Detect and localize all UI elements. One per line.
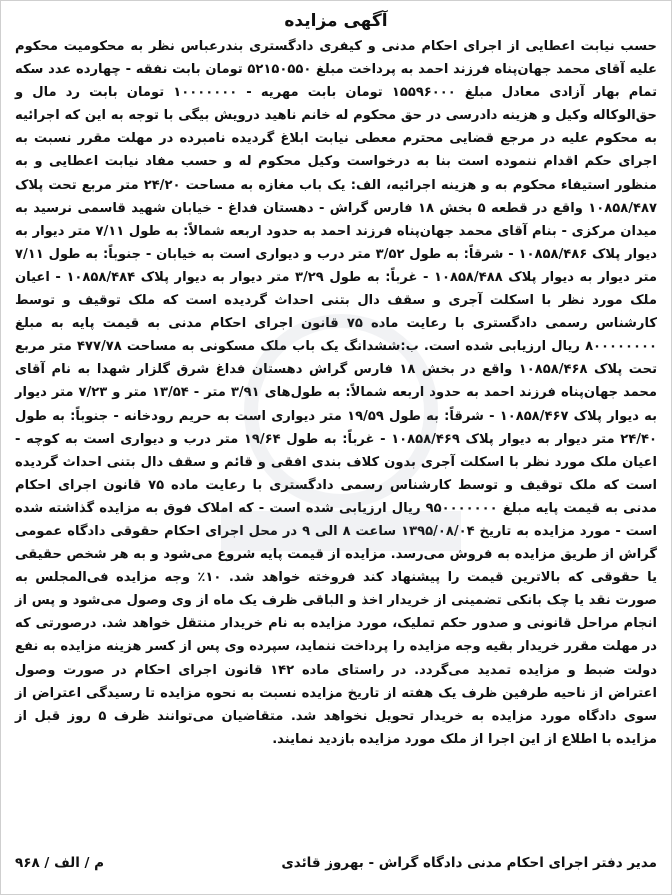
- notice-title: آگهی مزایده: [284, 11, 388, 31]
- notice-signature: مدیر دفتر اجرای احکام مدنی دادگاه گراش - بهروز قائدی: [281, 855, 657, 871]
- notice-reference: م / الف / ۹۶۸: [15, 855, 105, 871]
- notice-body: حسب نیابت اعطایی از اجرای احکام مدنی و کیفری دادگستری بندرعباس نظر به محکومیت محکوم علیه آقای محمد جهان‌پناه فرزند احمد به پرداخت مبلغ ۵۲۱۵۰۵۵۰ تومان بابت نفقه - چهارده عدد سکه تمام بهار آزادی معادل مبلغ ۱۵۵۹۶۰۰۰ تومان بابت مهریه - ۱۰۰۰۰۰۰۰ تومان بابت رد مال و حق‌الوکاله وکیل و هزینه دادرسی در حق محکوم له خانم ناهید درویش بیگی با توجه به این که اجرائیه به محکوم علیه در مرجع قضایی محترم معطی نیابت ابلاغ گردیده نامبرده در مهلت مقرر نسبت به اجرای حکم اقدام ننموده است بنا به درخواست وکیل محکوم له و حسب مفاد نیابت اعطایی و به منظور استیفاء محکوم به و هزینه اجرائیه، الف: یک باب مغازه به مساحت ۲۴/۲۰ متر مربع تحت پلاک ۱۰۸۵۸/۴۸۷ واقع در قطعه ۵ بخش ۱۸ فارس گراش - دهستان فداغ - خیابان شهید قاسمی نرسید به میدان مرکزی - بنام آقای محمد جهان‌پناه فرزند احمد به حدود اربعه شمالاً: به طول ۷/۱۱ متر دیوار به دیوار پلاک ۱۰۸۵۸/۴۸۶ - شرقاً: به طول ۳/۵۲ متر درب و دیواری است به خیابان - جنوباً: به طول ۷/۱۱ متر دیوار به دیوار پلاک ۱۰۸۵۸/۴۸۸ - غرباً: به طول ۳/۲۹ متر دیوار به دیوار پلاک ۱۰۸۵۸/۴۸۴ - اعیان ملک مورد نظر با اسکلت آجری و سقف دال بتنی احداث گردیده است که ملک توقیف و توسط کارشناس رسمی دادگستری با رعایت ماده ۷۵ قانون اجرای احکام مدنی به قیمت پایه به مبلغ ۸۰۰۰۰۰۰۰۰ ریال ارزیابی شده است. ب:ششدانگ یک باب ملک مسکونی به مساحت ۴۷۷/۷۸ متر مربع تحت پلاک ۱۰۸۵۸/۴۶۸ واقع در بخش ۱۸ فارس گراش دهستان فداغ شرق گلزار شهدا به نام آقای محمد جهان‌پناه فرزند احمد به حدود اربعه شمالاً: به طول‌های ۳/۹۱ متر - ۱۳/۵۴ متر و ۷/۲۳ متر دیوار به دیوار پلاک ۱۰۸۵۸/۴۶۷ - شرقاً: به طول ۱۹/۵۹ متر دیواری است به حریم رودخانه - جنوباً: به طول ۲۴/۴۰ متر دیوار به دیوار پلاک ۱۰۸۵۸/۴۶۹ - غرباً: به طول ۱۹/۶۴ متر درب و دیواری است به کوچه - اعیان ملک مورد نظر با اسکلت آجری بدون کلاف بندی افقی و قائم و سقف دال بتنی احداث گردیده است که ملک توقیف و توسط کارشناس رسمی دادگستری با رعایت ماده ۷۵ قانون اجرای احکام مدنی به قیمت پایه مبلغ ۹۵۰۰۰۰۰۰۰ ریال ارزیابی شده است - که املاک فوق به مزایده گذاشته شده است - مورد مزایده به تاریخ ۱۳۹۵/۰۸/۰۴ ساعت ۸ الی ۹ در محل اجرای احکام حقوقی دادگاه عمومی گراش از طریق مزایده به فروش می‌رسد. مزایده از قیمت پایه شروع می‌شود و به هر شخص حقیقی یا حقوقی که بالاترین قیمت را پیشنهاد کند فروخته خواهد شد. ۱۰٪ وجه مزایده فی‌المجلس به صورت نقد یا چک بانکی تضمینی از خریدار اخذ و الباقی ظرف یک ماه از وی وصول می‌شود و پس از انجام مراحل قانونی و صدور حکم تملیک، مورد مزایده به نام خریدار منتقل خواهد شد. درصورتی که در مهلت مقرر خریدار بقیه وجه مزایده را پرداخت ننماید، سپرده وی پس از کسر هزینه مزایده به نفع دولت ضبط و مزایده تمدید می‌گردد. در راستای ماده ۱۴۲ قانون اجرای احکام در صورت وصول اعتراض از ناحیه طرفین ظرف یک هفته از تاریخ مزایده نسبت به نحوه مزایده تا رسیدگی اعتراض از سوی دادگاه مورد مزایده به خریدار تحویل نخواهد شد. متقاضیان می‌توانند ظرف ۵ روز قبل از مزایده با اطلاع از این اجرا از ملک مورد مزایده بازدید نمایند.: [15, 39, 658, 747]
- notice-footer: [15, 852, 657, 874]
